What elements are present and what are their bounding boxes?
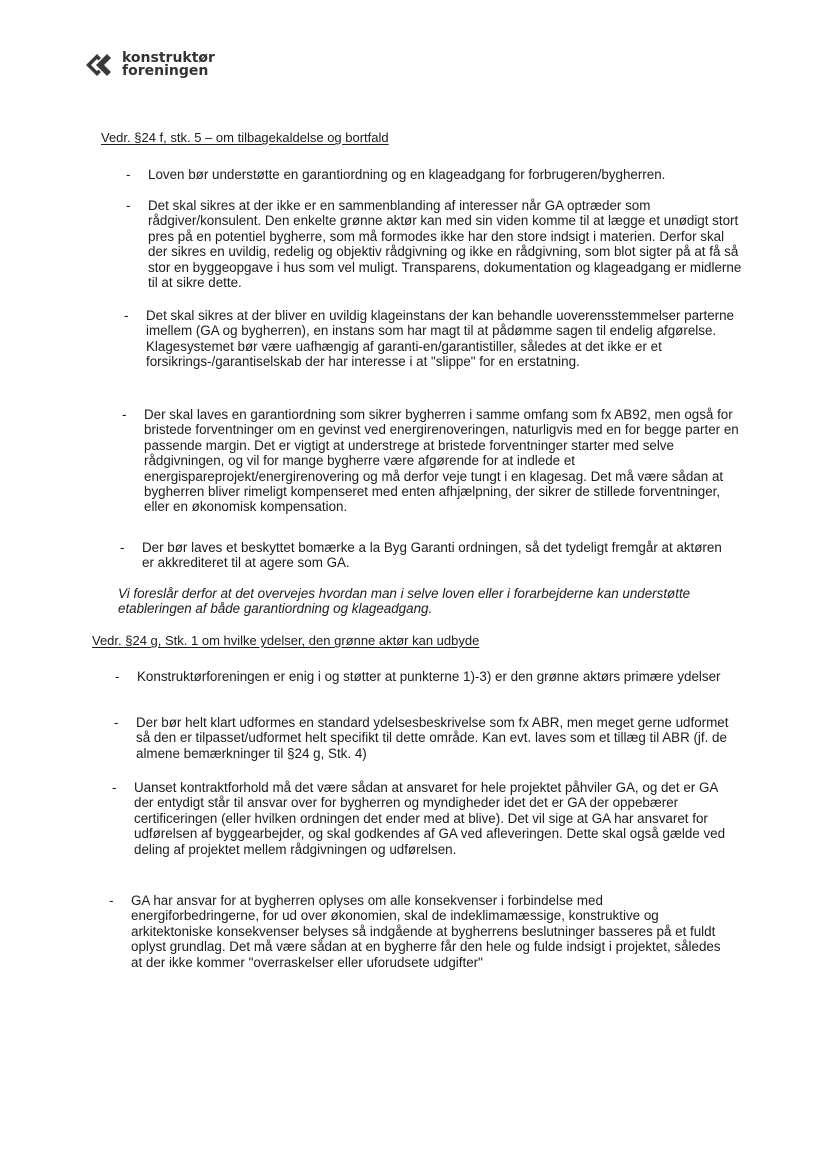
logo-line-2: foreningen [122, 63, 209, 79]
list-item-text: Der bør laves et beskyttet bomærke a la Byg Garanti ordningen, så det tydeligt fremgår at aktøren er akkrediteret til at agere som GA. [142, 540, 722, 571]
conclusion-text: Vi foreslår derfor at det overvejes hvordan man i selve loven eller i forarbejderne kan understøtte etableringen af både garantiordning og klageadgang. [118, 586, 691, 617]
bullet-dash: - [126, 198, 131, 213]
list-item [120, 540, 737, 571]
list-item [109, 893, 726, 970]
bullet-dash: - [120, 540, 125, 555]
bullet-dash: - [114, 715, 119, 730]
list-item-text: GA har ansvar for at bygherren oplyses om alle konsekvenser i forbindelse med energiforbedringerne, for ud over økonomien, skal de indeklimamæssige, konstruktive og arkitektoniske konsekvenser belyses så indgående at bygherrens beslutninger basseres på et fuldt oplyst grundlag. Det må være sådan at en bygherre får den hele og fulde indsigt i projektet, således at der ikke kommer "overraskelser eller uforudsete udgifter" [131, 893, 721, 970]
list-item-text: Konstruktørforeningen er enig i og støtter at punkterne 1)-3) er den grønne aktørs primære ydelser [137, 669, 721, 684]
section-heading-24g: Vedr. §24 g, Stk. 1 om hvilke ydelser, den grønne aktør kan udbyde [92, 633, 480, 648]
bullet-dash: - [109, 893, 114, 908]
list-item-text: Der skal laves en garantiordning som sikrer bygherren i samme omfang som fx AB92, men også for bristede forventninger om en gevinst ved energirenoveringen, naturligvis med en for begge parter en passende margin. Det er vigtigt at understrege at bristede forventninger starter med selve rådgivningen, og vil for mange bygherre være afgørende for at indlede et energispareprojekt/energirenovering og må derfor veje tungt i en klagesag. Det må være sådan at bygherren bliver rimeligt kompenseret med enten afhjælpning, der sikrer de stillede forventninger, eller en økonomisk kompensation. [144, 407, 739, 515]
list-item-text: Uanset kontraktforhold må det være sådan at ansvaret for hele projektet påhviler GA, og det er GA der entydigt står til ansvar over for bygherren og myndigheder idet det er GA der oppebærer certificeringen (eller hvilken ordningen det ender med at blive). Det vil sige at GA har ansvaret for udførelsen af byggearbejder, og skal godkendes af GA ved afleveringen. Dette skal også gælde ved deling af projektet mellem rådgivningen og udførelsen. [134, 780, 726, 857]
logo-line-1: konstruktør [122, 50, 215, 66]
bullet-dash: - [122, 407, 127, 422]
list-item-text: Det skal sikres at der bliver en uvildig klageinstans der kan behandle uoverensstemmelser parterne imellem (GA og bygherren), en instans som har magt til at pådømme sagen til endelig afgørelse. Klagesystemet bør være uafhængig af garanti-en/garantistiller, således at det ikke er et forsikrings-/garantiselskab der har interesse i at "slippe" for en erstatning. [146, 308, 735, 370]
bullet-dash: - [115, 669, 120, 684]
list-item [124, 308, 741, 370]
list-item [122, 407, 739, 515]
list-item-text: Der bør helt klart udformes en standard ydelsesbeskrivelse som fx ABR, men meget gerne udformet så den er tilpasset/udformet helt specifikt til dette område. Kan evt. laves som et tillæg til ABR (jf. de almene bemærkninger til §24 g, Stk. 4) [136, 715, 729, 761]
list-item-text: Det skal sikres at der ikke er en sammenblanding af interesser når GA optræder som rådgiver/konsulent. Den enkelte grønne aktør kan med sin viden komme til at lægge et unødigt stort pres på en potentiel bygherre, som må formodes ikke har den store indsigt i materien. Derfor skal der sikres en uvildig, redelig og objektiv rådgivning og ikke en rådgivning, som blot sigter på at få så stor en byggeopgave i hus som vel muligt. Transparens, dokumentation og klageadgang er midlerne til at sikre dette. [148, 198, 742, 291]
bullet-dash: - [126, 167, 131, 182]
section-heading-24f: Vedr. §24 f, stk. 5 – om tilbagekaldelse og bortfald [101, 130, 389, 145]
bullet-dash: - [112, 780, 117, 795]
bullet-dash: - [124, 308, 129, 323]
list-item [114, 715, 731, 761]
list-item [126, 198, 743, 291]
list-item-text: Loven bør understøtte en garantiordning og en klageadgang for forbrugeren/bygherren. [148, 167, 666, 182]
list-item [115, 669, 732, 684]
list-item [126, 167, 768, 182]
list-item [112, 780, 729, 857]
